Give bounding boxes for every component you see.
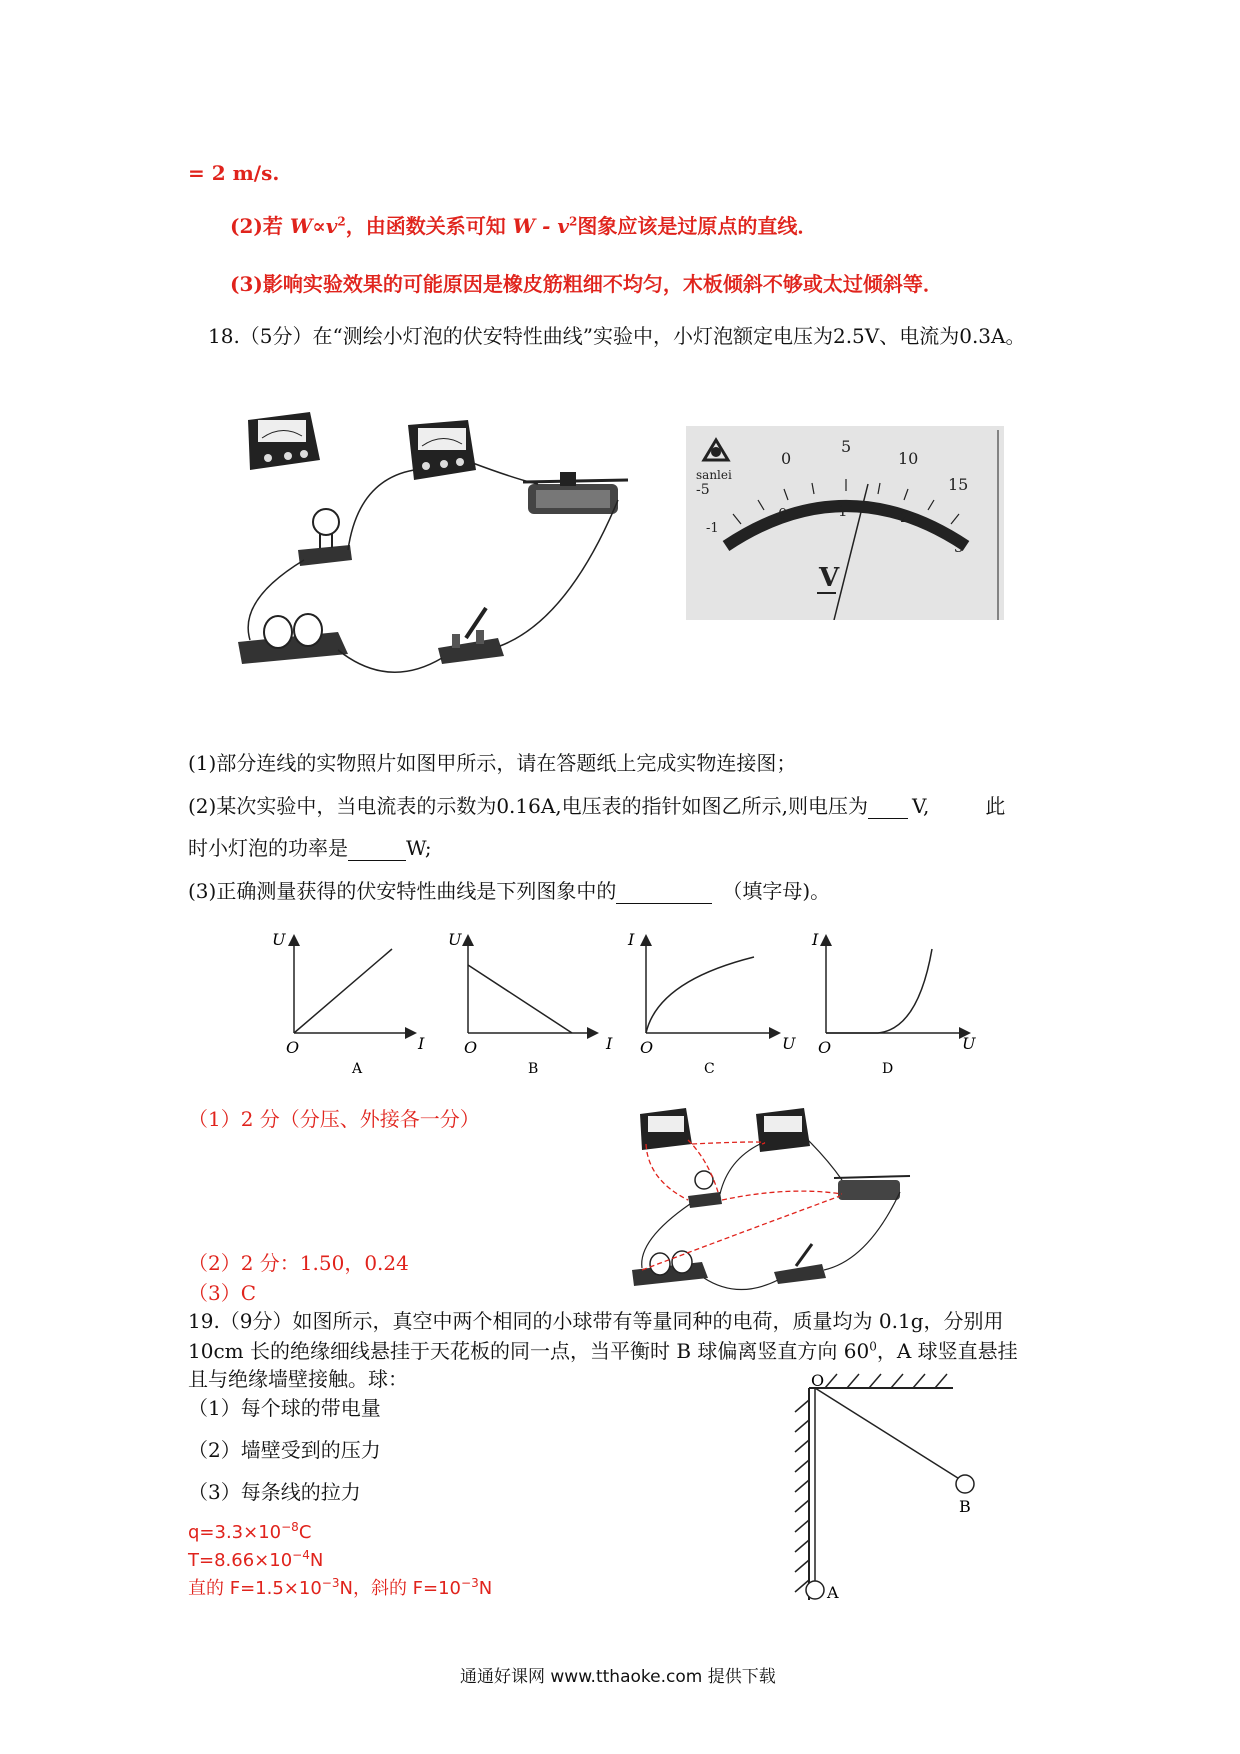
meter-upper-0: 0 xyxy=(781,449,792,468)
graph-a-letter: A xyxy=(352,1061,363,1077)
graph-b-x: I xyxy=(606,1034,613,1053)
q18-part2-line2 xyxy=(188,835,432,861)
q19-ans-t: T=8.66×10 xyxy=(188,1550,293,1571)
graph-c-letter: C xyxy=(704,1061,715,1077)
graph-a-origin: O xyxy=(286,1038,300,1057)
voltmeter-dial-figure xyxy=(686,426,1004,620)
graph-b-y: U xyxy=(448,930,462,949)
answer17-line2-b: ，由函数关系可知 xyxy=(345,214,513,238)
q18-part2-line1 xyxy=(188,793,1005,819)
label-o: O xyxy=(811,1371,825,1390)
answer-red-wires xyxy=(642,1140,842,1270)
q19-degree: 0 xyxy=(869,1339,877,1354)
graph-d xyxy=(811,930,976,1077)
answer17-prop: ∝ xyxy=(312,214,326,238)
q19-ans-f-c: N xyxy=(478,1578,493,1599)
answer17-v: v xyxy=(325,214,338,238)
pendulum-figure xyxy=(775,1370,975,1612)
answer17-line2 xyxy=(230,213,817,239)
q18-part3-b: （填字母)。 xyxy=(722,879,831,903)
q19-sub1: （1）每个球的带电量 xyxy=(188,1396,381,1420)
power-blank[interactable] xyxy=(348,840,406,861)
switch-device xyxy=(438,608,504,664)
ceiling-hatch xyxy=(825,1374,947,1388)
voltage-blank[interactable] xyxy=(868,798,908,819)
graph-c-y: I xyxy=(628,930,635,949)
q18-part2-e: W; xyxy=(406,836,432,860)
answer17-line1: = 2 m/s. xyxy=(188,161,280,185)
q19-ans-q: q=3.3×10 xyxy=(188,1522,282,1543)
q18-answer3: （3）C xyxy=(188,1281,257,1305)
ammeter-device xyxy=(248,412,320,470)
answer-ammeter-device xyxy=(640,1108,692,1150)
graph-d-x: U xyxy=(962,1034,976,1053)
q18-part2-a: (2)某次实验中，当电流表的示数为0.16A,电压表的指针如图乙所示,则电压为 xyxy=(188,794,869,818)
q19-answer-q xyxy=(188,1520,311,1546)
answer-circuit-figure xyxy=(628,1100,928,1295)
answer17-line2-a: (2)若 xyxy=(230,214,290,238)
answer17-exp: 2 xyxy=(337,214,346,229)
meter-lower-0: 0 xyxy=(778,505,788,523)
q18-answer1: （1）2 分（分压、外接各一分） xyxy=(188,1107,480,1131)
voltmeter-device xyxy=(408,420,476,480)
meter-unit: V xyxy=(819,563,840,593)
rheostat-device xyxy=(523,472,628,514)
ball-b xyxy=(956,1475,974,1493)
meter-upper-5: 5 xyxy=(841,437,852,456)
q19-line1: 19.（9分）如图所示，真空中两个相同的小球带有等量同种的电荷，质量均为 0.1g，分别用 xyxy=(188,1309,1004,1333)
q19-line2-b: ，A 球竖直悬挂 xyxy=(876,1339,1018,1363)
q18-part2-d: 时小灯泡的功率是 xyxy=(188,836,348,860)
graph-a xyxy=(272,930,425,1077)
bulb-device xyxy=(298,509,352,566)
meter-brand: sanlei xyxy=(696,468,732,482)
q18-part3-a: (3)正确测量获得的伏安特性曲线是下列图象中的 xyxy=(188,879,617,903)
graph-d-y: I xyxy=(812,930,819,949)
answer17-w: W xyxy=(289,214,313,238)
answer17-exp2: 2 xyxy=(568,214,578,229)
graph-c-x: U xyxy=(782,1034,796,1053)
meter-left-minus: -5 xyxy=(696,482,710,498)
circuit-photo-figure xyxy=(238,400,638,680)
q19-ans-q-exp: −8 xyxy=(281,1520,299,1534)
answer-switch-device xyxy=(774,1244,826,1284)
q19-ans-f-exp2: −3 xyxy=(461,1576,479,1590)
q18-part2-c: 此 xyxy=(985,794,1006,818)
battery-device xyxy=(238,614,348,664)
q19-ans-f-a: 直的 F=1.5×10 xyxy=(188,1578,322,1599)
graph-b xyxy=(448,930,613,1077)
answer17-line2-d: 图象应该是过原点的直线． xyxy=(577,214,818,238)
label-a: A xyxy=(827,1583,839,1602)
q18-stem: 18.（5分）在“测绘小灯泡的伏安特性曲线”实验中，小灯泡额定电压为2.5V、电流为0.3A。 xyxy=(208,324,1026,348)
page-footer: 通通好课网 www.tthaoke.com 提供下载 xyxy=(460,1667,776,1687)
q18-part1: (1)部分连线的实物照片如图甲所示，请在答题纸上完成实物连接图； xyxy=(188,751,797,775)
q19-ans-q-unit: C xyxy=(298,1522,312,1543)
q19-sub3: （3）每条线的拉力 xyxy=(188,1480,361,1504)
ball-a xyxy=(806,1581,824,1599)
graph-d-letter: D xyxy=(882,1061,894,1077)
answer17-wv: W - v xyxy=(512,214,569,238)
graph-b-origin: O xyxy=(464,1038,478,1057)
answer-rheostat-device xyxy=(834,1176,910,1200)
answer-battery-device xyxy=(632,1251,708,1286)
q18-part2-b: V, xyxy=(912,794,930,818)
q19-ans-f-exp1: −3 xyxy=(321,1576,340,1590)
q19-line3: 且与绝缘墙壁接触。球： xyxy=(188,1367,408,1391)
iv-graphs xyxy=(268,925,1118,1085)
graph-a-y: U xyxy=(272,930,286,949)
graph-c-origin: O xyxy=(640,1038,654,1057)
q19-line2 xyxy=(188,1338,1018,1364)
q19-answer-t xyxy=(188,1548,323,1574)
q19-line2-a: 10cm 长的绝缘细线悬挂于天花板的同一点，当平衡时 B 球偏离竖直方向 60 xyxy=(188,1339,870,1363)
q18-answer2: （2）2 分：1.50，0.24 xyxy=(188,1251,409,1275)
meter-upper-10: 10 xyxy=(898,449,919,468)
q19-sub2: （2）墙壁受到的压力 xyxy=(188,1438,381,1462)
graph-b-letter: B xyxy=(528,1061,539,1077)
q19-ans-t-unit: N xyxy=(309,1550,324,1571)
graph-d-origin: O xyxy=(818,1038,832,1057)
meter-lower-3: 3 xyxy=(954,538,964,556)
graph-a-x: I xyxy=(418,1034,425,1053)
meter-lower-1: 1 xyxy=(838,502,848,520)
answer17-line3: (3)影响实验效果的可能原因是橡皮筋粗细不均匀，木板倾斜不够或太过倾斜等． xyxy=(230,272,943,296)
answer-voltmeter-device xyxy=(756,1108,810,1152)
thread-b xyxy=(815,1388,961,1480)
q18-part3 xyxy=(188,878,830,904)
meter-upper-15: 15 xyxy=(948,475,969,494)
wall-hatch xyxy=(795,1400,809,1592)
graph-choice-blank[interactable] xyxy=(616,883,712,904)
q19-answer-f xyxy=(188,1576,492,1602)
q19-ans-f-b: N，斜的 F=10 xyxy=(339,1578,462,1599)
graph-c xyxy=(627,930,796,1077)
meter-left-minus-lower: -1 xyxy=(706,521,719,536)
label-b: B xyxy=(959,1497,971,1516)
q19-ans-t-exp: −4 xyxy=(292,1548,310,1562)
meter-lower-2: 2 xyxy=(900,508,910,526)
